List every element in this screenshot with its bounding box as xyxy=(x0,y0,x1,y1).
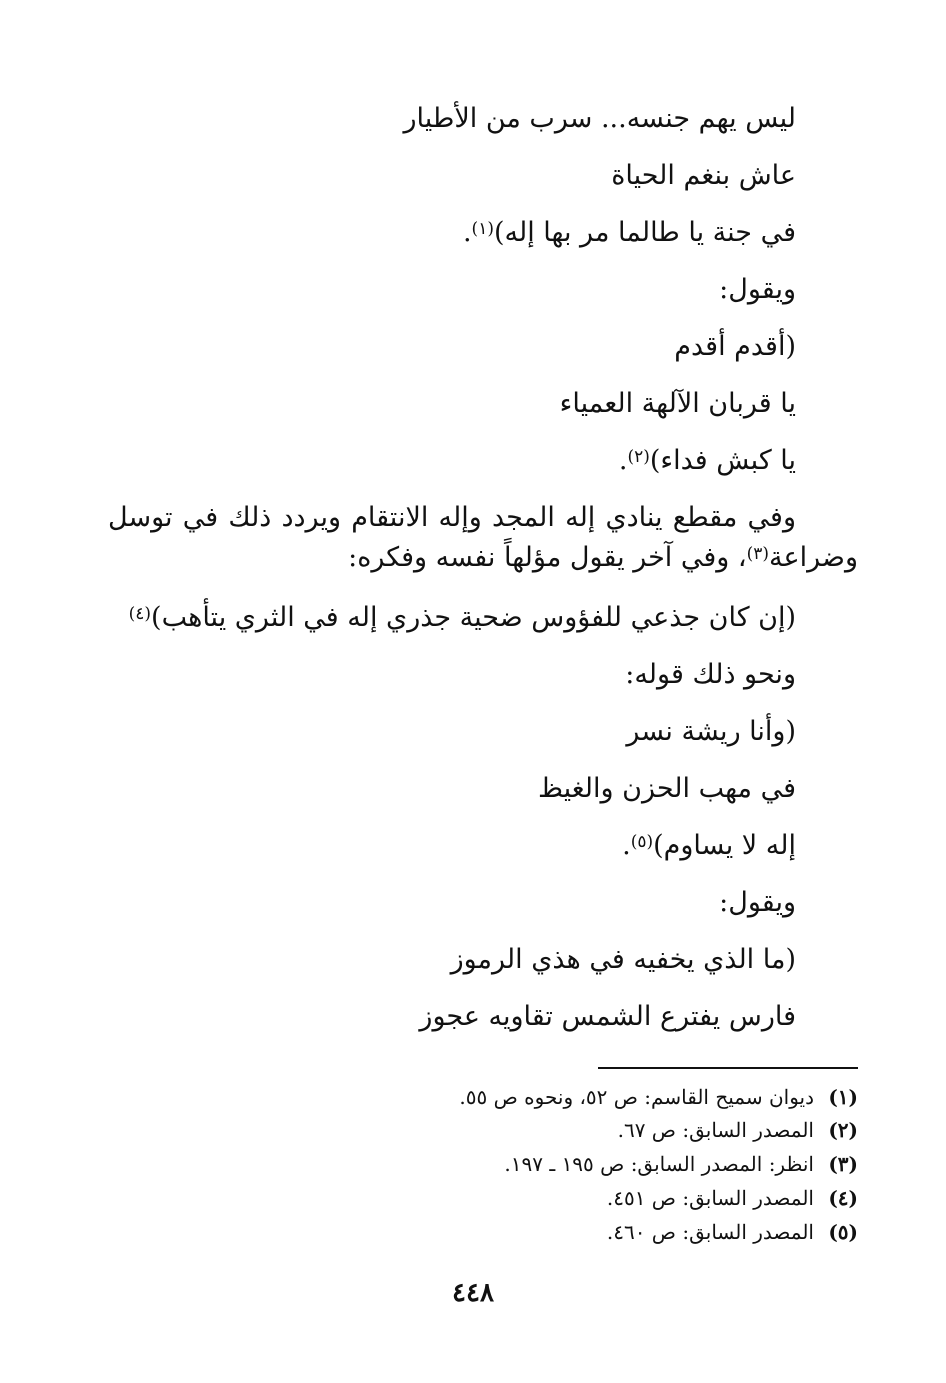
verse-text: ويقول: xyxy=(719,274,796,305)
verse-line xyxy=(625,655,796,695)
footnote-ref[interactable]: (٥) xyxy=(630,832,654,852)
verse-tail: . xyxy=(462,217,472,248)
verse-line xyxy=(129,598,796,638)
verse-text: (ما الذي يخفيه في هذي الرموز xyxy=(450,944,796,975)
verse-line xyxy=(611,156,796,196)
verse-line xyxy=(626,712,796,752)
footnote-ref[interactable]: (٣) xyxy=(746,544,770,564)
paragraph-text: ، وفي آخر يقول مؤلهاً نفسه وفكره: xyxy=(348,542,747,573)
verse-line xyxy=(674,327,796,367)
footnote-item xyxy=(459,1082,858,1112)
verse-line xyxy=(622,826,796,866)
verse-text: ويقول: xyxy=(719,887,796,918)
footnote-number: (٤) xyxy=(828,1186,858,1210)
footnote-separator xyxy=(598,1067,858,1069)
verse-text: يا قربان الآلهة العمياء xyxy=(559,388,796,419)
page-number: ٤٤٨ xyxy=(452,1278,494,1308)
verse-text: (إن كان جذعي للفؤوس ضحية جذري إله في الثري يتأهب) xyxy=(151,602,796,633)
verse-text: ليس يهم جنسه... سرب من الأطيار xyxy=(403,103,796,134)
body-paragraph xyxy=(108,498,858,578)
footnote-ref[interactable]: (٤) xyxy=(128,604,152,624)
footnote-text: انظر: المصدر السابق: ص ١٩٥ ـ ١٩٧. xyxy=(504,1152,814,1176)
verse-tail: . xyxy=(622,830,631,861)
footnote-item xyxy=(618,1115,858,1145)
verse-line xyxy=(403,99,796,139)
verse-text: ونحو ذلك قوله: xyxy=(625,659,796,690)
verse-line xyxy=(451,940,796,980)
footnote-item xyxy=(504,1149,858,1179)
verse-text: يا كبش فداء) xyxy=(649,445,796,476)
verse-line xyxy=(538,769,796,809)
verse-line xyxy=(719,883,796,923)
verse-text: (أقدم أقدم xyxy=(674,331,796,362)
verse-text: في جنة يا طالما مر بها إله) xyxy=(493,217,796,248)
verse-text: (وأنا ريشة نسر xyxy=(626,716,796,747)
paragraph-text: وفي مقطع ينادي إله المجد وإله الانتقام ويردد ذلك في توسل وضراعة xyxy=(108,502,858,573)
footnote-ref[interactable]: (١) xyxy=(471,219,494,239)
verse-line xyxy=(463,213,796,253)
footnote-ref[interactable]: (٢) xyxy=(627,447,650,467)
footnote-text: ديوان سميح القاسم: ص ٥٢، ونحوه ص ٥٥. xyxy=(459,1085,814,1109)
verse-line xyxy=(419,997,796,1037)
footnote-item xyxy=(607,1217,858,1247)
footnote-text: المصدر السابق: ص ٤٦٠. xyxy=(606,1220,814,1244)
verse-line xyxy=(619,441,796,481)
footnote-number: (٥) xyxy=(828,1220,858,1244)
footnote-text: المصدر السابق: ص ٤٥١. xyxy=(606,1186,814,1210)
footnote-number: (٣) xyxy=(828,1152,858,1176)
verse-text: عاش بنغم الحياة xyxy=(611,160,796,191)
verse-tail: . xyxy=(618,445,628,476)
verse-line xyxy=(719,270,796,310)
footnote-number: (١) xyxy=(828,1085,858,1109)
verse-text: إله لا يساوم) xyxy=(653,830,796,861)
footnote-item xyxy=(607,1183,858,1213)
verse-text: في مهب الحزن والغيظ xyxy=(537,773,796,804)
footnote-text: المصدر السابق: ص ٦٧. xyxy=(617,1118,814,1142)
footnote-number: (٢) xyxy=(828,1118,858,1142)
verse-text: فارس يفترع الشمس تقاويه عجوز xyxy=(419,1001,796,1032)
verse-line xyxy=(560,384,796,424)
